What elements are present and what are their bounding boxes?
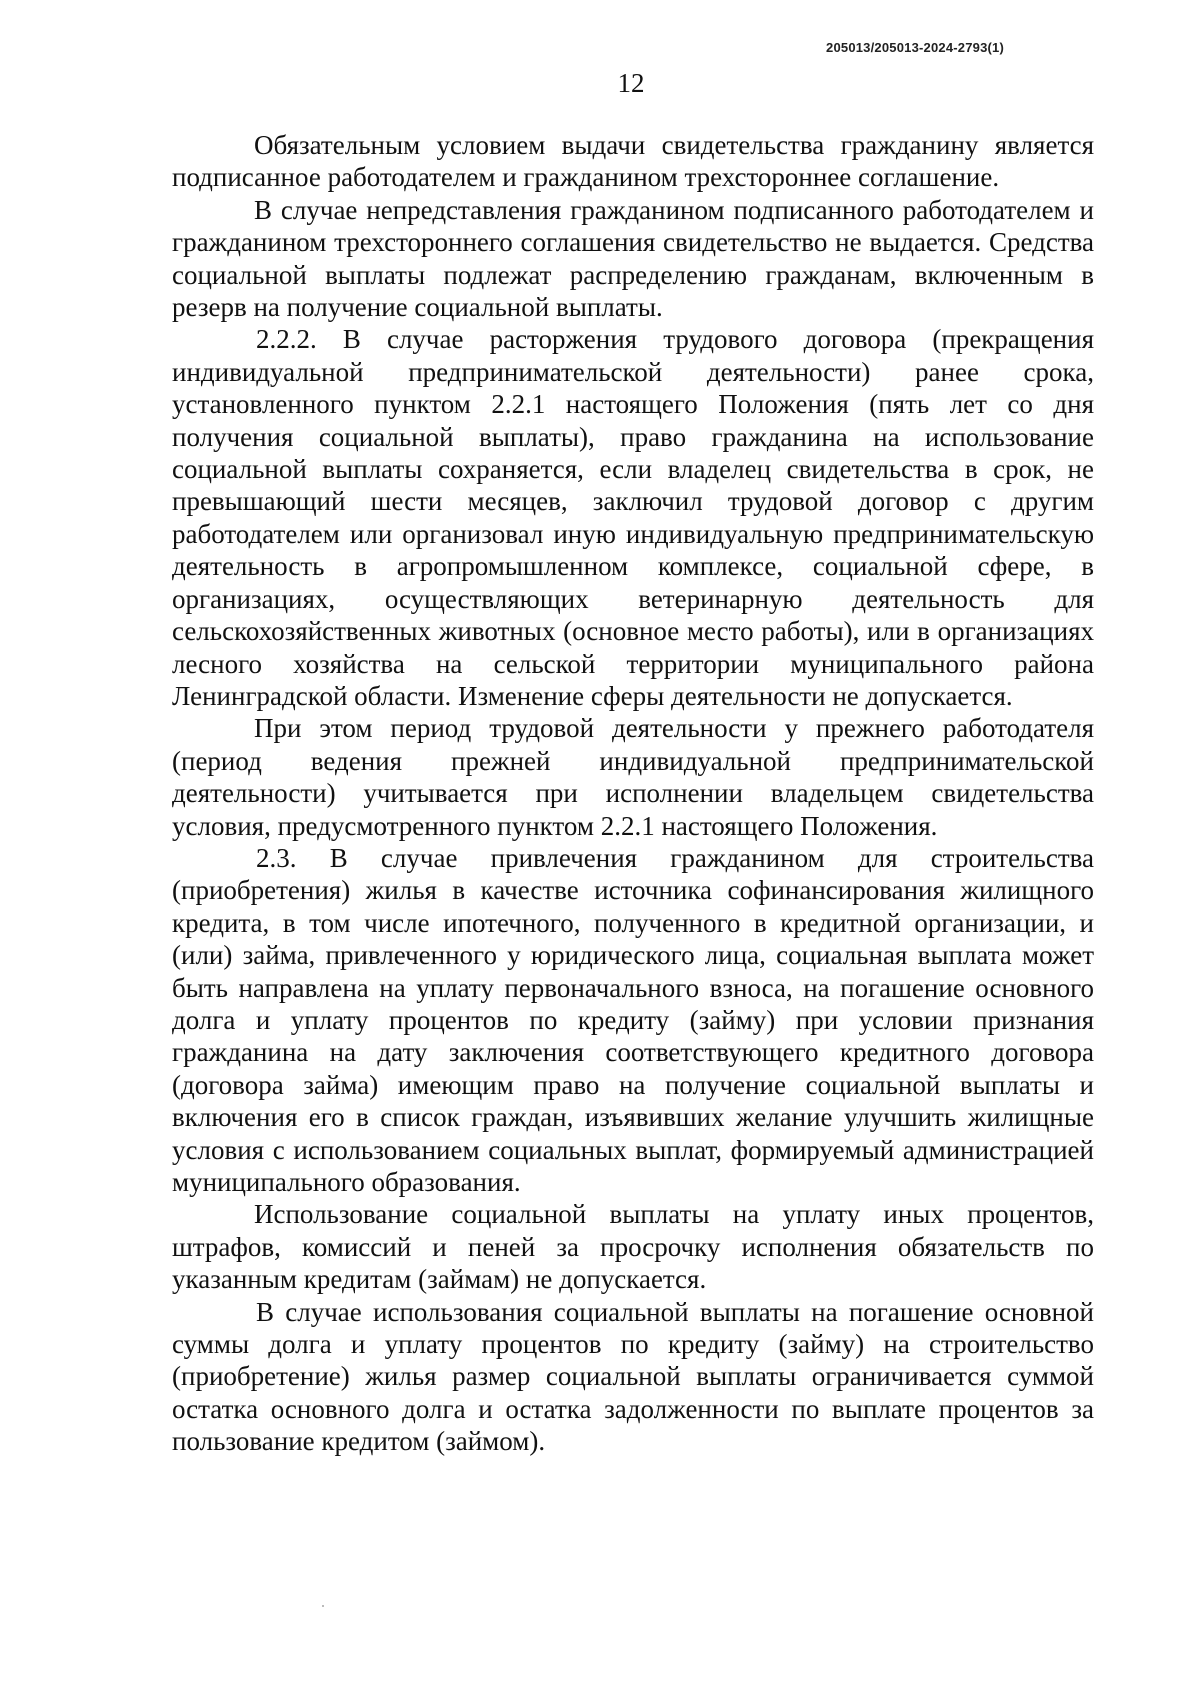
paragraph: 2.3. В случае привлечения гражданином для строительства (приобретения) жилья в качестве источника софинансирования жилищного кредита, в том числе ипотечного, полученного в кредитной организации, и (или) займа, привлеченного у юридического лица, социальная выплата может быть направлена на уплату первоначального взноса, на погашение основного долга и уплату процентов по кредиту (займу) при условии признания гражданина на дату заключения соответствующего кредитного договора (договора займа) имеющим право на получение социальной выплаты и включения его в список граждан, изъявивших желание улучшить жилищные условия с использованием социальных выплат, формируемый администрацией муниципального образования. bbox=[172, 842, 1094, 1197]
scan-speck bbox=[322, 1605, 324, 1607]
paragraph: При этом период трудовой деятельности у прежнего работодателя (период ведения прежней индивидуальной предпринимательской деятельности) учитывается при исполнении владельцем свидетельства условия, предусмотренного пунктом 2.2.1 настоящего Положения. bbox=[172, 713, 1094, 841]
paragraph: В случае непредставления гражданином подписанного работодателем и гражданином трехстороннего соглашения свидетельство не выдается. Средства социальной выплаты подлежат распределению гражданам, включенным в резерв на получение социальной выплаты. bbox=[172, 194, 1094, 323]
paragraph: Обязательным условием выдачи свидетельства гражданину является подписанное работодателем и гражданином трехстороннее соглашение. bbox=[172, 130, 1094, 193]
document-body bbox=[172, 129, 1094, 1458]
document-id: 205013/205013-2024-2793(1) bbox=[826, 40, 1004, 55]
paragraph: 2.2.2. В случае расторжения трудового договора (прекращения индивидуальной предпринимательской деятельности) ранее срока, установленного пунктом 2.2.1 настоящего Положения (пять лет со дня получения социальной выплаты), право гражданина на использование социальной выплаты сохраняется, если владелец свидетельства в срок, не превышающий шести месяцев, заключил трудовой договор с другим работодателем или организовал иную индивидуальную предпринимательскую деятельность в агропромышленном комплексе, социальной сфере, в организациях, осуществляющих ветеринарную деятельность для сельскохозяйственных животных (основное место работы), или в организациях лесного хозяйства на сельской территории муниципального района Ленинградской области. Изменение сферы деятельности не допускается. bbox=[172, 324, 1094, 711]
page-number: 12 bbox=[617, 68, 645, 98]
paragraph: В случае использования социальной выплаты на погашение основной суммы долга и уплату процентов по кредиту (займу) на строительство (приобретение) жилья размер социальной выплаты ограничивается суммой остатка основного долга и остатка задолженности по выплате процентов за пользование кредитом (займом). bbox=[172, 1296, 1094, 1457]
paragraph: Использование социальной выплаты на уплату иных процентов, штрафов, комиссий и пеней за просрочку исполнения обязательств по указанным кредитам (займам) не допускается. bbox=[172, 1199, 1094, 1295]
